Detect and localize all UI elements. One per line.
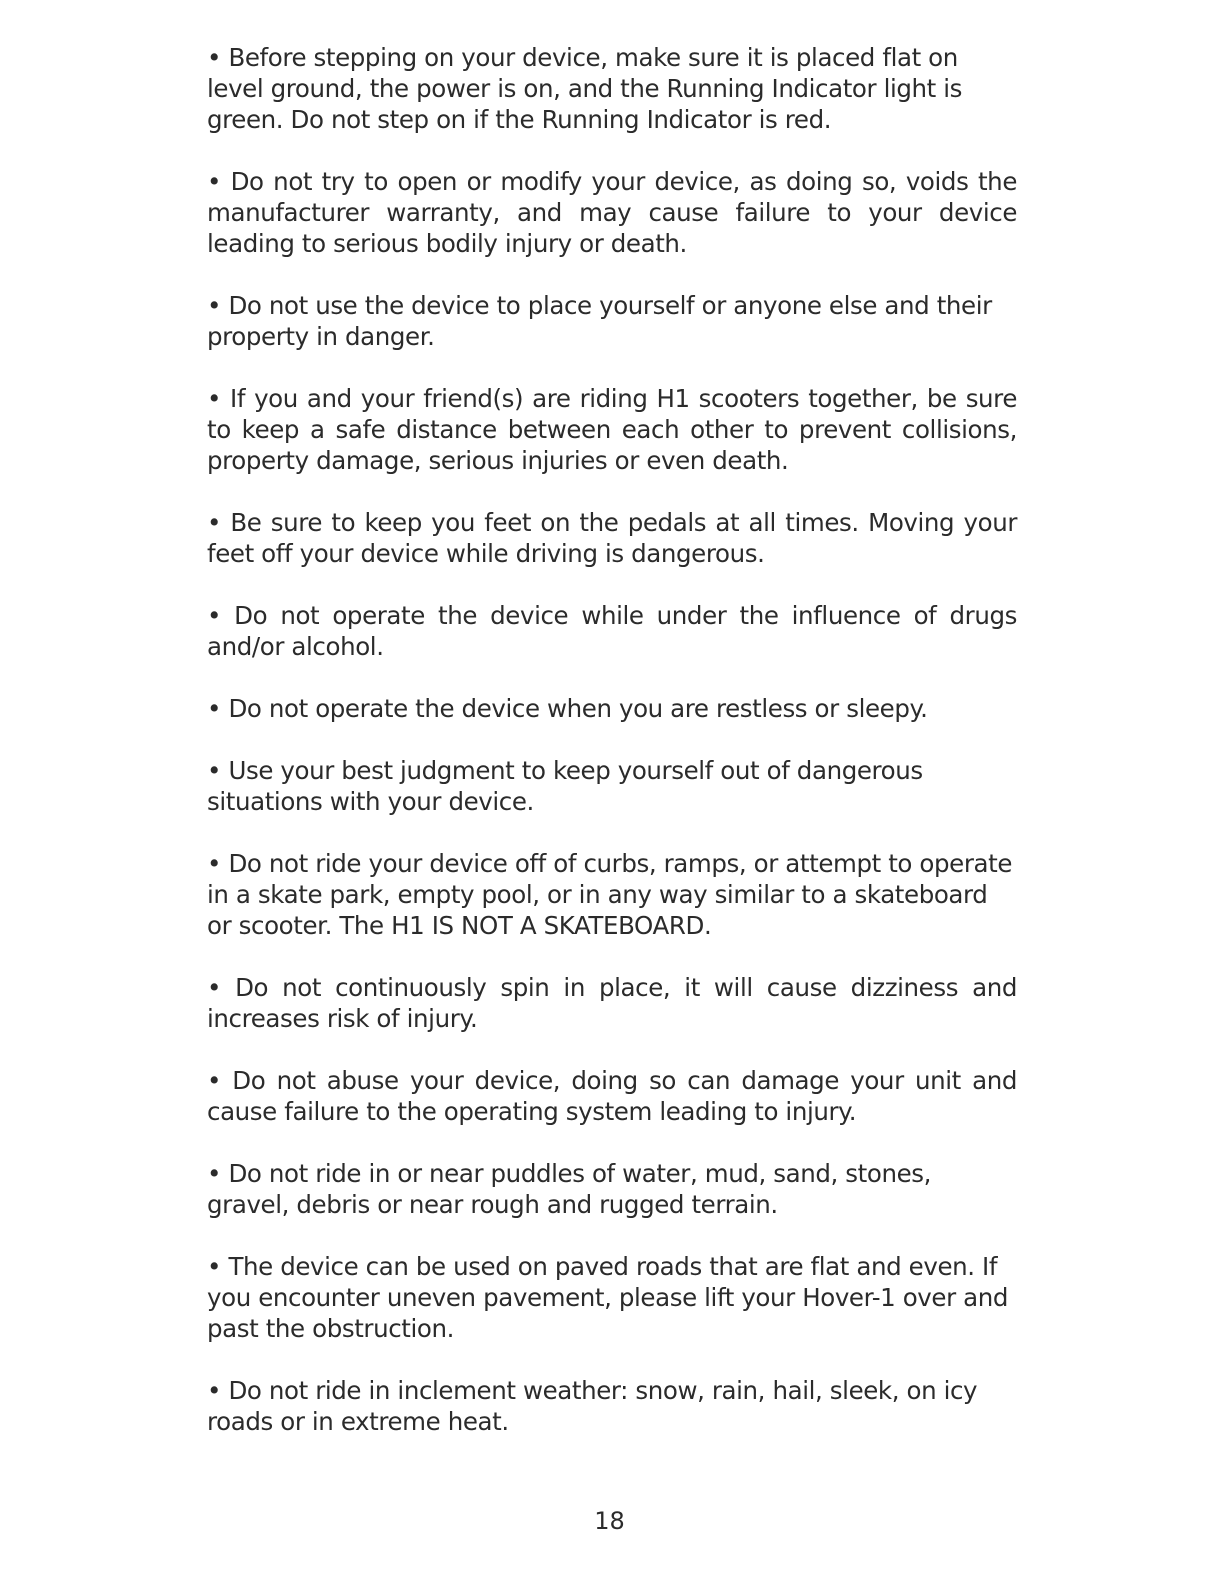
bullet-item: • Do not ride in inclement weather: snow, rain, hail, sleek, on icy roads or in extreme heat. (207, 1376, 978, 1436)
bullet-item: • Be sure to keep you feet on the pedals at all times. Moving your feet off your device while driving is dangerous. (207, 508, 1017, 568)
bullet-item: • Do not use the device to place yourself or anyone else and their property in danger. (207, 291, 992, 351)
bullet-item: • Do not abuse your device, doing so can damage your unit and cause failure to the operating system leading to injury. (207, 1066, 1017, 1126)
bullet-item: • Do not continuously spin in place, it will cause dizziness and increases risk of injury. (207, 973, 1017, 1033)
bullet-item: • Before stepping on your device, make sure it is placed flat on level ground, the power is on, and the Running Indicator light is green. Do not step on if the Running Indicator is red. (207, 43, 963, 134)
bullet-item: • Do not operate the device when you are restless or sleepy. (207, 694, 928, 723)
page-number: 18 (594, 1507, 625, 1535)
bullet-item: • Do not try to open or modify your device, as doing so, voids the manufacturer warranty, and may cause failure to your device leading to serious bodily injury or death. (207, 167, 1017, 258)
bullet-item: • Use your best judgment to keep yourself out of dangerous situations with your device. (207, 756, 923, 816)
bullet-item: • Do not operate the device while under the influence of drugs and/or alcohol. (207, 601, 1017, 661)
bullet-item: • Do not ride in or near puddles of water, mud, sand, stones, gravel, debris or near rough and rugged terrain. (207, 1159, 931, 1219)
safety-bullet-list (207, 42, 1017, 1468)
bullet-item: • The device can be used on paved roads that are flat and even. If you encounter uneven pavement, please lift your Hover-1 over and past the obstruction. (207, 1252, 1009, 1343)
bullet-item: • If you and your friend(s) are riding H1 scooters together, be sure to keep a safe distance between each other to prevent collisions, property damage, serious injuries or even death. (207, 384, 1017, 475)
bullet-item: • Do not ride your device off of curbs, ramps, or attempt to operate in a skate park, empty pool, or in any way similar to a skateboard or scooter. The H1 IS NOT A SKATEBOARD. (207, 849, 1012, 940)
